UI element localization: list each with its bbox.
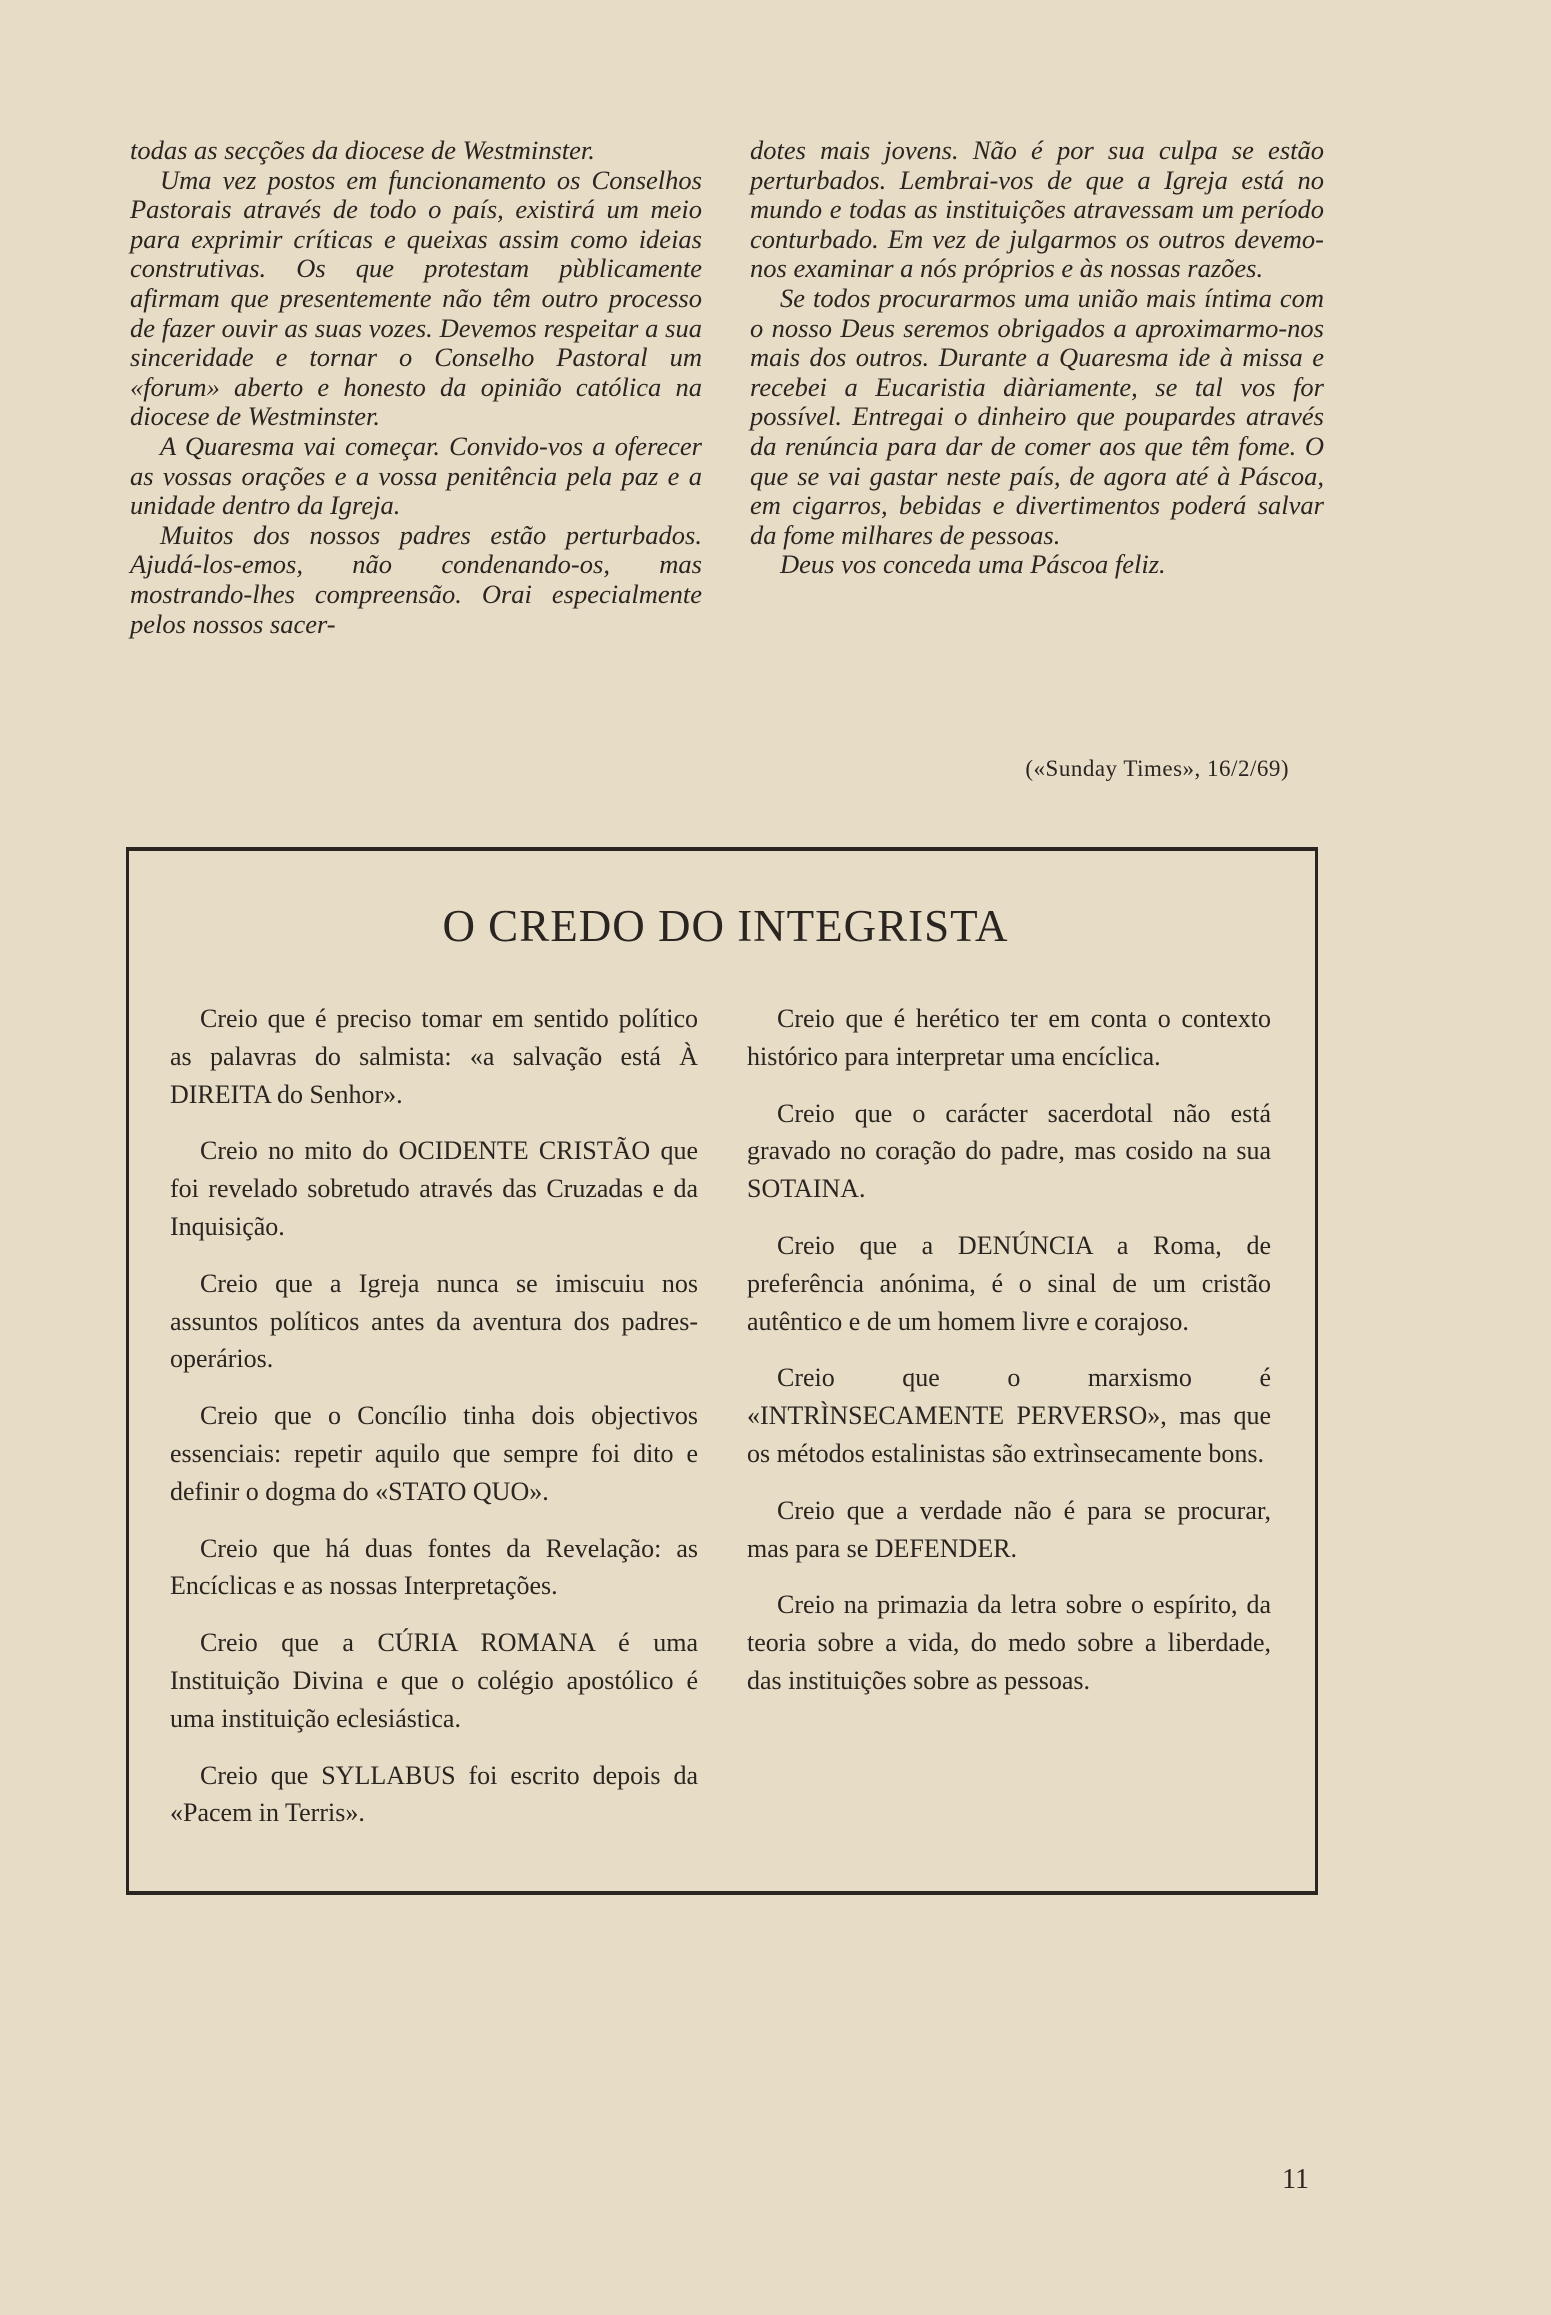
article-paragraph: todas as secções da diocese de Westminster. (130, 135, 595, 165)
page-number: 11 (1282, 2164, 1309, 2195)
article-paragraph: A Quaresma vai começar. Convido-vos a oferecer as vossas orações e a vossa penitência pela paz e a unidade dentro da Igreja. (130, 430, 702, 521)
credo-item: Creio na primazia da letra sobre o espírito, da teoria sobre a vida, do medo sobre a liberdade, das instituições sobre as pessoas. (747, 1590, 1271, 1695)
credo-item: Creio que o marxismo é «INTRÌNSECAMENTE PERVERSO», mas que os métodos estalinistas são extrìnsecamente bons. (747, 1363, 1271, 1468)
credo-item: Creio que é herético ter em conta o contexto histórico para interpretar uma encíclica. (747, 1004, 1271, 1071)
credo-item: Creio que SYLLABUS foi escrito depois da «Pacem in Terris». (170, 1760, 698, 1828)
article-paragraph: Se todos procurarmos uma união mais íntima com o nosso Deus seremos obrigados a aproximarmo-nos mais dos outros. Durante a Quaresma ide à missa e recebei a Eucaristia diàriamente, se tal vos for possível. Entregai o dinheiro que poupardes através da renúncia para dar de comer aos que têm fome. O que se vai gastar neste país, de agora até à Páscoa, em cigarros, bebidas e divertimentos poderá salvar da fome milhares de pessoas. (750, 282, 1324, 550)
credo-item: Creio que a CÚRIA ROMANA é uma Instituição Divina e que o colégio apostólico é uma instituição eclesiástica. (170, 1628, 698, 1733)
credo-item: Creio que a DENÚNCIA a Roma, de preferência anónima, é o sinal de um cristão autêntico e de um homem livre e corajoso. (747, 1230, 1271, 1336)
article-paragraph: Uma vez postos em funcionamento os Conselhos Pastorais através de todo o país, existirá um meio para exprimir críticas e queixas assim como ideias construtivas. Os que protestam pùblicamente afirmam que presentemente não têm outro processo de fazer ouvir as suas vozes. Devemos respeitar a sua sinceridade e tornar o Conselho Pastoral um «forum» aberto e honesto da opinião católica na diocese de Westminster. (130, 164, 702, 432)
credo-column-right (747, 1000, 1271, 1719)
credo-item: Creio no mito do OCIDENTE CRISTÃO que foi revelado sobretudo através das Cruzadas e da Inquisição. (170, 1136, 698, 1241)
credo-item: Creio que a verdade não é para se procurar, mas para se DEFENDER. (747, 1495, 1271, 1563)
article-column-left (130, 136, 702, 639)
article-paragraph: dotes mais jovens. Não é por sua culpa se estão perturbados. Lembrai-vos de que a Igreja está no mundo e todas as instituições atravessam um período conturbado. Em vez de julgarmos os outros devemo-nos examinar a nós próprios e às nossas razões. (750, 135, 1324, 284)
credo-column-left (170, 1000, 698, 1851)
article-source: («Sunday Times», 16/2/69) (1025, 756, 1289, 781)
credo-item: Creio que a Igreja nunca se imiscuiu nos assuntos políticos antes da aventura dos padres-operários. (170, 1268, 698, 1374)
credo-title: O CREDO DO INTEGRISTA (442, 901, 1009, 951)
credo-item: Creio que é preciso tomar em sentido político as palavras do salmista: «a salvação está À DIREITA do Senhor». (170, 1004, 698, 1109)
credo-item: Creio que o Concílio tinha dois objectivos essenciais: repetir aquilo que sempre foi dito e definir o dogma do «STATO QUO». (170, 1401, 698, 1506)
article-column-right (750, 136, 1324, 580)
article-paragraph: Muitos dos nossos padres estão perturbados. Ajudá-los-emos, não condenando-os, mas mostrando-lhes compreensão. Orai especialmente pelos nossos sacer- (130, 519, 702, 639)
credo-item: Creio que há duas fontes da Revelação: as Encíclicas e as nossas Interpretações. (170, 1533, 698, 1601)
article-paragraph: Deus vos conceda uma Páscoa feliz. (780, 549, 1166, 580)
credo-item: Creio que o carácter sacerdotal não está gravado no coração do padre, mas cosido na sua SOTAINA. (747, 1098, 1271, 1204)
